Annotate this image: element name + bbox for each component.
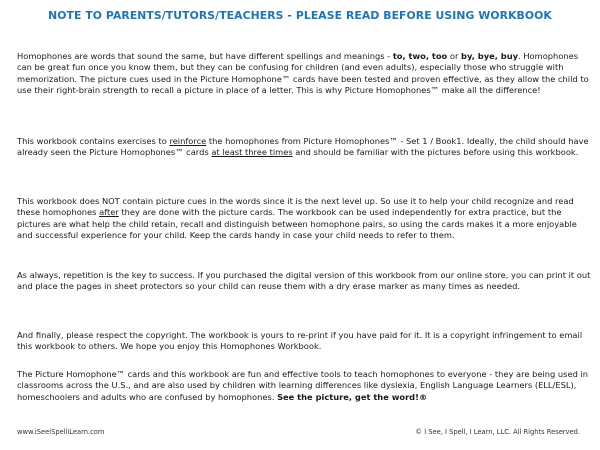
paragraph-repetition: As always, repetition is the key to success. If you purchased the digital version of this workbook from our online store, you can print it out and place the pages in sheet protectors so your child can reuse them with a dry erase marker as many times as needed. [17,270,591,292]
p6-bold-slogan: See the picture, get the word!® [277,391,428,402]
p3-text-a: This workbook does NOT contain picture cues in the words since it is the next level up. So use it to help your child recognize and read these homophones [17,196,574,218]
p2-underline-reinforce: reinforce [169,136,207,146]
paragraph-no-picture-cues [17,196,591,242]
page-title: NOTE TO PARENTS/TUTORS/TEACHERS - PLEASE READ BEFORE USING WORKBOOK [48,9,552,22]
p2-text-c: and should be familiar with the pictures before using this workbook. [292,147,579,158]
p2-text-b: the homophones from Picture Homophones™ - Set 1 / Book1. Ideally, the child should have already seen the Picture Homophones™ cards [17,136,589,158]
p1-text-b: or [447,51,462,61]
p1-bold-to-two-too: to, two, too [392,51,448,61]
p1-text-c: . Homophones can be great fun once you know them, but they can be confusing for children (and even adults), especially those who struggle with memorization. The picture cues used in the Picture Homophone™ cards have been tested and proven effective, as they allow the child to use their right-brain strength to recall a picture in place of a letter. This is why Picture Homophones™ make all the difference! [17,51,589,96]
footer-website: www.iSeeiSpelliLearn.com [17,428,105,436]
p1-bold-by-bye-buy: by, bye, buy [461,51,519,61]
p6-text-a: The Picture Homophone™ cards and this workbook are fun and effective tools to teach homophones to everyone - they are being used in classrooms across the U.S., and are also used by children with learning differences like dyslexia, English Language Learners (ELL/ESL), homeschoolers and adults who are confused by homophones. [17,369,589,402]
p3-underline-after: after [99,207,119,218]
p1-text-a: Homophones are words that sound the same, but have different spellings and meanings - [17,51,393,61]
p2-underline-three-times: at least three times [211,147,293,158]
p2-text-a: This workbook contains exercises to [17,136,170,146]
paragraph-workbook-exercises [17,136,591,159]
paragraph-homophones-intro [17,51,591,97]
p3-text-b: they are done with the picture cards. The workbook can be used independently for extra practice, but the pictures are what help the child retain, recall and distinguish between homophone pairs, so using the cards makes it a more enjoyable and successful experience for your child. Keep the cards handy in case your child needs to refer to them. [17,207,577,241]
paragraph-copyright-notice: And finally, please respect the copyright. The workbook is yours to re-print if you have paid for it. It is a copyright infringement to email this workbook to others. We hope you enjoy this Homophones Workbook. [17,330,583,352]
footer-copyright: © I See, I Spell, I Learn, LLC. All Rights Reserved. [415,428,580,436]
paragraph-cards-usage [17,369,591,403]
